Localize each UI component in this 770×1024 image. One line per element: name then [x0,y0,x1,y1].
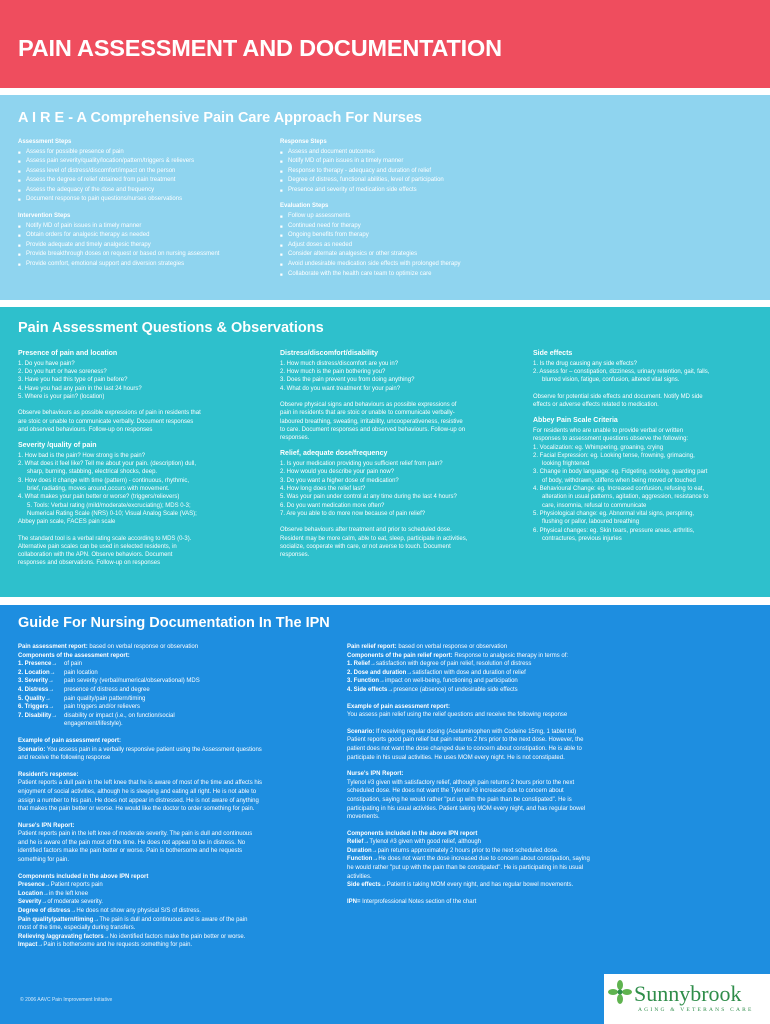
component-label: 5. Quality→ [18,695,52,702]
text-line: and observed behaviours. Follow-up on responses [18,426,153,433]
included-row [18,924,308,933]
included-key: Side effects→ [347,882,387,889]
included-row [347,873,747,882]
included-key: Degree of distress→ [18,908,77,915]
list-item: ■ Assess the adequacy of the dose and frequency [18,186,278,196]
component-row [18,677,308,686]
list-item: ■ Document response to pain questions/nurses observations [18,195,278,205]
text-line: responses. [280,435,310,442]
text-line: For residents who are unable to provide verbal or written [533,427,684,434]
text-line: 7. Are you able to do more now because of pain relief? [280,510,426,517]
included-row [18,907,308,916]
text-line: laboured breathing, sweating, irritability, uncooperativeness, resistive [280,418,463,425]
included-row [18,941,308,950]
included-value: in the left knee [49,890,89,897]
text-line: 1. How bad is the pain? How strong is the pain? [18,452,146,459]
text-line: participate in his usual activities. He uses MOM every night. He is not constipated. [347,754,565,761]
component-text: impact on well-being, functioning and participation [385,678,518,685]
abbey-criteria [533,444,765,544]
relief-components-line [347,652,747,661]
text-line: 3. Change in body language: eg. Fidgeting, rocking, guarding part [533,469,708,476]
text-line: Observe physical signs and behaviours as possible expressions of [280,401,457,408]
text-line: Numerical Rating Scale (NRS) 0-10; Visual Analog Scale (VAS); [27,510,197,517]
relief-components-list [347,660,747,694]
list-item: ■ Collaborate with the health care team to optimize care [280,270,540,280]
questions-title: Pain Assessment Questions & Observations [18,320,324,336]
text-line: contractures, previous injuries [542,535,622,542]
component-label: 2. Location→ [18,669,56,676]
guide-section [0,605,770,1024]
text-line: Observe behaviours after treatment and prior to scheduled dose. [280,527,452,534]
text-line: responses. [280,552,310,559]
severity-heading: Severity /quality of pain [18,442,97,450]
text-line: 6. Physical changes: eg. Skin tears, pressure areas, arthritis, [533,527,695,534]
included-row [347,855,747,864]
included-value: Pain is bothersome and he requests something for pain. [43,942,193,949]
included-key: Relieving /aggravating factors→ [18,933,110,940]
component-text: presence (absence) of undesirable side effects [393,686,518,693]
text-line: patient does not want the dose changed due to concern about constipation. He is able to [347,745,582,752]
aire-title: A I R E - A Comprehensive Pain Care Approach For Nurses [18,110,422,126]
assessment-steps-list [18,148,278,206]
list-item: ■ Continued need for therapy [280,222,540,232]
aire-left-column [18,139,278,270]
text-line: 2. Do you hurt or have soreness? [18,369,107,376]
text-line: something for pain. [18,857,70,864]
included-key: Impact→ [18,942,44,949]
text-line: flushing or pallor, laboured breathing [542,519,640,526]
sunnybrook-logo [604,974,770,1024]
text-line: looking frightened [542,461,590,468]
assessment-components-heading: Components of the assessment report: [18,652,130,659]
text-line: and receive the following response [18,755,111,762]
component-text: engagement/lifestyle). [64,721,123,728]
included-value: Tylenol #3 given with good relief, although [369,839,482,846]
text-line: 1. Is the drug causing any side effects? [533,360,637,367]
questions-section [0,307,770,597]
abbey-heading: Abbey Pain Scale Criteria [533,417,618,425]
text-line: Abbey pain scale, FACES pain scale [18,519,116,526]
right-included-list [347,838,747,890]
response-steps-list [280,148,540,196]
footer-copyright: © 2006 AAVC Pain Improvement Initiative [20,997,113,1003]
text-line: are stoic or unable to communicate verbally. Document responses [18,418,194,425]
component-row [18,712,308,721]
component-label: 1. Relief→ [347,661,377,668]
header-banner [0,0,770,88]
text-line: 5. Where is your pain? (location) [18,393,105,400]
text-line: 2. How would you describe your pain now? [280,469,395,476]
list-item: ■ Assess level of distress/discomfort/impact on the person [18,167,278,177]
list-item: ■ Notify MD of pain issues in a timely manner [280,157,540,167]
text-line: 2. How much is the pain bothering you? [280,369,386,376]
relief-report-text: based on verbal response or observation [396,644,508,650]
component-row [347,677,747,686]
side-effects-questions [533,360,765,385]
text-line: socialize, cooperate with care, or not averse to touch. Document [280,543,451,550]
included-value: No identified factors make the pain better or worse. [109,933,246,940]
component-text: disability or impact (i.e., on function/social [64,712,175,719]
included-value: He does not want the dose increased due to concern about constipation, saying [378,856,590,863]
component-row [18,720,308,729]
left-example-heading: Example of pain assessment report: [18,737,122,744]
right-example-heading: Example of pain assessment report: [347,703,451,710]
text-line: to care. Document responses and observed behaviours. Follow-up on [280,426,466,433]
questions-right-column [533,350,765,543]
intervention-steps-list [18,222,278,270]
ipn-text: Interprofessional Notes section of the chart [360,898,477,905]
component-text: of pain [64,661,83,668]
severity-standard [18,535,260,568]
text-line: 4. How long does the relief last? [280,486,366,493]
list-item: ■ Assess pain severity/quality/location/pattern/triggers & relievers [18,157,278,167]
text-line: Patient reports pain in the left knee of moderate severity. The pain is dull and continuous [18,831,253,838]
component-row [18,703,308,712]
relief-report-line [347,643,747,652]
included-row [347,838,747,847]
text-line: Patient reports a dull pain in the left knee that he is aware of most of the time and affects his [18,780,263,787]
logo-name: Sunnybrook [634,981,742,1006]
assessment-report-text: based on verbal response or observation [87,644,199,650]
text-line: 3. Does the pain prevent you from doing anything? [280,377,415,384]
list-item: ■ Assess the degree of relief obtained from pain treatment [18,176,278,186]
component-row [18,669,308,678]
list-item: ■ Consider alternate analgesics or other strategies [280,250,540,260]
right-nurse-report-heading: Nurse's IPN Report: [347,771,404,778]
presence-observe [18,409,260,434]
guide-left-column [18,643,308,950]
list-item: ■ Response to therapy - adequacy and duration of relief [280,167,540,177]
text-line: Alternative pain scales can be used in selected residents, in [18,543,177,550]
text-line: sharp, burning, stabbing, electrical shocks, deep. [27,469,158,476]
text-line: Observe behaviours as possible expressions of pain in residents that [18,410,201,417]
included-value: Patient reports pain [50,882,103,889]
text-line: alteration in usual patterns, agitation, aggression, resistance to [542,494,709,501]
included-value: The pain is dull and continuous and is aware of the pain [99,916,248,923]
text-line: movements. [347,814,380,821]
side-effects-observe [533,393,765,410]
list-item: ■ Assess for possible presence of pain [18,148,278,158]
ipn-definition [347,898,747,907]
evaluation-steps-heading: Evaluation Steps [280,203,329,210]
text-line: brief, radiating, moves around,occurs with movement. [27,486,170,493]
component-text: pain location [64,669,98,676]
text-line: Observe for potential side effects and document. Notify MD side [533,393,703,400]
component-text: pain severity (verbal/numerical/observational) MDS [64,678,200,685]
text-line: 1. Is your medication providing you sufficient relief from pain? [280,461,443,468]
included-key: Location→ [18,890,49,897]
relief-report-label: Pain relief report: [347,644,397,650]
text-line: constipation, saying he would rather "put up with the pain than be constipated". He is [347,796,572,803]
text-line: 4. What do you want treatment for your pain? [280,385,401,392]
component-label: 4. Side effects→ [347,686,394,693]
text-line: pain in residents that are stoic or unable to communicate verbally- [280,410,455,417]
included-value: He does not show any physical S/S of distress. [76,908,202,915]
text-line: 3. Have you had this type of pain before? [18,377,128,384]
list-item: ■ Adjust doses as needed [280,241,540,251]
list-item: ■ Obtain orders for analgesic therapy as needed [18,231,278,241]
intervention-steps-heading: Intervention Steps [18,213,71,220]
severity-questions [18,452,260,527]
text-line: blurred vision, fatigue, confusion, altered vital signs. [542,377,680,384]
list-item: ■ Notify MD of pain issues in a timely manner [18,222,278,232]
distress-heading: Distress/discomfort/disability [280,350,379,357]
guide-title: Guide For Nursing Documentation In The IPN [18,615,330,631]
abbey-intro [533,427,765,444]
resident-response-heading: Resident's response: [18,771,79,778]
questions-middle-column [280,350,520,559]
distress-observe [280,401,520,442]
left-scenario [18,746,308,763]
presence-questions [18,360,260,401]
list-item: ■ Provide breakthrough doses on request or based on nursing assessment [18,250,278,260]
text-line: of body, withdrawn, stiffens when being moved or touched [542,477,696,484]
included-value: most of the time, especially during transfers. [18,925,136,932]
text-line: care, insomnia, refusal to communicate [542,502,647,509]
text-line: identified factors make the pain better or worse. Pain is bothersome and he requests [18,848,243,855]
logo-subtitle: AGING & VETERANS CARE [638,1007,754,1013]
component-label: 1. Presence→ [18,661,58,668]
relief-observe [280,526,520,559]
component-label: 7. Disability→ [18,712,58,719]
text-line: responses to assessment questions observe the following: [533,436,689,443]
relief-questions [280,460,520,518]
flower-logo-icon [608,980,632,1004]
text-line: 1. How much distress/discomfort are you in? [280,360,399,367]
assessment-components-list [18,660,308,729]
right-example-text: You assess pain relief using the relief questions and receive the following response [347,712,568,719]
text-line: 2. What does it feel like? Tell me about your pain. (description) dull, [18,461,196,468]
right-scenario [347,728,747,762]
distress-questions [280,360,520,393]
included-key: Presence→ [18,882,51,889]
component-text: satisfaction with degree of pain relief, resolution of distress [376,661,532,668]
text-line: 1. Do you have pain? [18,360,75,367]
component-row [18,695,308,704]
left-included-list [18,881,308,950]
included-value: of moderate severity. [47,899,103,906]
right-included-heading: Components included in the above IPN report [347,830,478,837]
assessment-steps-heading: Assessment Steps [18,139,72,145]
left-scenario-text [18,747,262,762]
text-line: If receiving regular dosing (Acetaminophen with Codeine 15mg, 1 tablet tid) [374,728,577,735]
text-line: responses and observations. Follow-up on responses [18,560,161,567]
response-steps-heading: Response Steps [280,139,327,145]
aire-section [0,95,770,300]
assessment-report-label: Pain assessment report: [18,644,88,650]
list-item: ■ Provide comfort, emotional support and diversion strategies [18,260,278,270]
text-line: 4. What makes your pain better or worse? (triggers/relievers) [18,494,180,501]
text-line: 4. Behavioural Change: eg. Increased confusion, refusing to eat, [533,486,705,493]
side-effects-heading: Side effects [533,350,573,357]
text-line: You assess pain in a verbally responsive patient using the Assessment questions [45,746,262,753]
right-scenario-label: Scenario: [347,728,375,735]
text-line: that makes the pain better or worse. He would like the doctor to order something for pain. [18,806,255,813]
relief-components-label: Components of the pain relief report: [347,652,453,659]
list-item: ■ Follow up assessments [280,212,540,222]
component-row [347,669,747,678]
text-line: collaboration with the APN. Observe behaviors. Document [18,552,173,559]
text-line: assign a number to his pain. He does not appear in distressed. He is not aware of anything [18,797,259,804]
included-row [18,890,308,899]
component-label: 2. Dose and duration→ [347,669,413,676]
component-label: 6. Triggers→ [18,704,55,711]
component-row [347,686,747,695]
left-nurse-report-text [18,830,308,864]
assessment-report-line [18,643,308,652]
included-row [18,881,308,890]
component-text: satisfaction with dose and duration of relief [412,669,526,676]
text-line: 3. How does it change with time (pattern) - continuous, rhythmic, [18,477,190,484]
right-scenario-text [347,729,583,761]
component-row [18,686,308,695]
component-row [347,660,747,669]
left-included-heading: Components included in the above IPN report [18,873,149,880]
list-item: ■ Ongoing benefits from therapy [280,231,540,241]
questions-left-column [18,350,260,568]
component-row [18,660,308,669]
resident-response-text [18,779,308,813]
relief-components-text: Response to analgesic therapy in terms of: [452,652,569,659]
text-line: 1. Vocalization: eg. Whimpering, groaning, crying [533,444,664,451]
component-label: 3. Function→ [347,678,385,685]
presence-heading: Presence of pain and location [18,350,118,357]
list-item: ■ Provide adequate and timely analgesic therapy [18,241,278,251]
text-line: Patient reports good pain relief but pain returns 2 hrs prior to the next dose. However, the [347,737,584,744]
included-value: pain returns approximately 2 hours prior to the next scheduled dose. [377,847,559,854]
text-line: scheduled dose. He does not want the Tylenol #3 increased due to concern about [347,788,564,795]
included-row [18,898,308,907]
list-item: ■ Assess and document outcomes [280,148,540,158]
included-row [18,916,308,925]
page-title: PAIN ASSESSMENT AND DOCUMENTATION [18,35,502,61]
included-value: activities. [347,873,372,880]
text-line: 2. Facial Expression: eg. Looking tense, frowning, grimacing, [533,452,695,459]
list-item: ■ Presence and severity of medication side effects [280,186,540,196]
included-key: Relief→ [347,839,370,846]
included-row [347,881,747,890]
text-line: 6. Do you want medication more often? [280,502,385,509]
list-item: ■ Degree of distress, functional abilities, level of participation [280,176,540,186]
included-key: Function→ [347,856,379,863]
text-line: effects or adverse effects related to medication. [533,401,659,408]
list-item: ■ Avoid undesirable medication side effects with prolonged therapy [280,260,540,270]
text-line: participating in his usual activities. Patient taking MOM every night, and has regular bowel [347,805,586,812]
component-text: pain triggers and/or relievers [64,704,141,711]
text-line: 5. Was your pain under control at any time during the last 4 hours? [280,494,457,501]
left-nurse-report-heading: Nurse's IPN Report: [18,822,75,829]
included-row [347,864,747,873]
included-row [347,847,747,856]
text-line: Tylenol #3 given with satisfactory relief, although pain returns 2 hours prior to the next [347,779,575,786]
evaluation-steps-list [280,212,540,279]
aire-right-column [280,139,540,279]
left-scenario-label: Scenario: [18,746,46,753]
relief-heading: Relief, adequate dose/frequency [280,450,388,458]
included-key: Severity→ [18,899,48,906]
component-label: 4. Distress→ [18,686,55,693]
component-text: pain quality/pain pattern/timing [64,695,146,702]
text-line: and he is aware of the pain most of the time. He does not appear to be in distress. No [18,839,246,846]
included-key: Pain quality/pattern/timing→ [18,916,100,923]
guide-right-column [347,643,747,906]
text-line: 5. Physiological change: eg. Abnormal vital signs, perspiring, [533,510,695,517]
included-row [18,933,308,942]
right-nurse-report-text [347,779,747,822]
text-line: enjoyment of social activities, although he is sleeping and eating all right. He is not able to [18,788,257,795]
text-line: 2. Assess for – constipation, dizziness, urinary retention, gait, falls, [533,369,710,376]
ipn-label: IPN= [347,898,361,905]
component-text: presence of distress and degree [64,686,150,693]
component-label: 3. Severity→ [18,678,55,685]
text-line: 5. Tools: Verbal rating (mild/moderate/excruciating); MDS 0-3; [27,502,191,509]
text-line: 4. Have you had any pain in the last 24 hours? [18,385,142,392]
included-value: Patient is taking MOM every night, and has regular bowel movements. [386,882,574,889]
text-line: Resident may be more calm, able to eat, sleep, participate in activities, [280,535,468,542]
text-line: The standard tool is a verbal rating scale according to MDS (0-3). [18,535,192,542]
included-key: Duration→ [347,847,378,854]
included-value: he would rather "put up with the pain than be constipated". He is participating in his usual [347,865,584,872]
text-line: 3. Do you want a higher dose of medication? [280,477,399,484]
